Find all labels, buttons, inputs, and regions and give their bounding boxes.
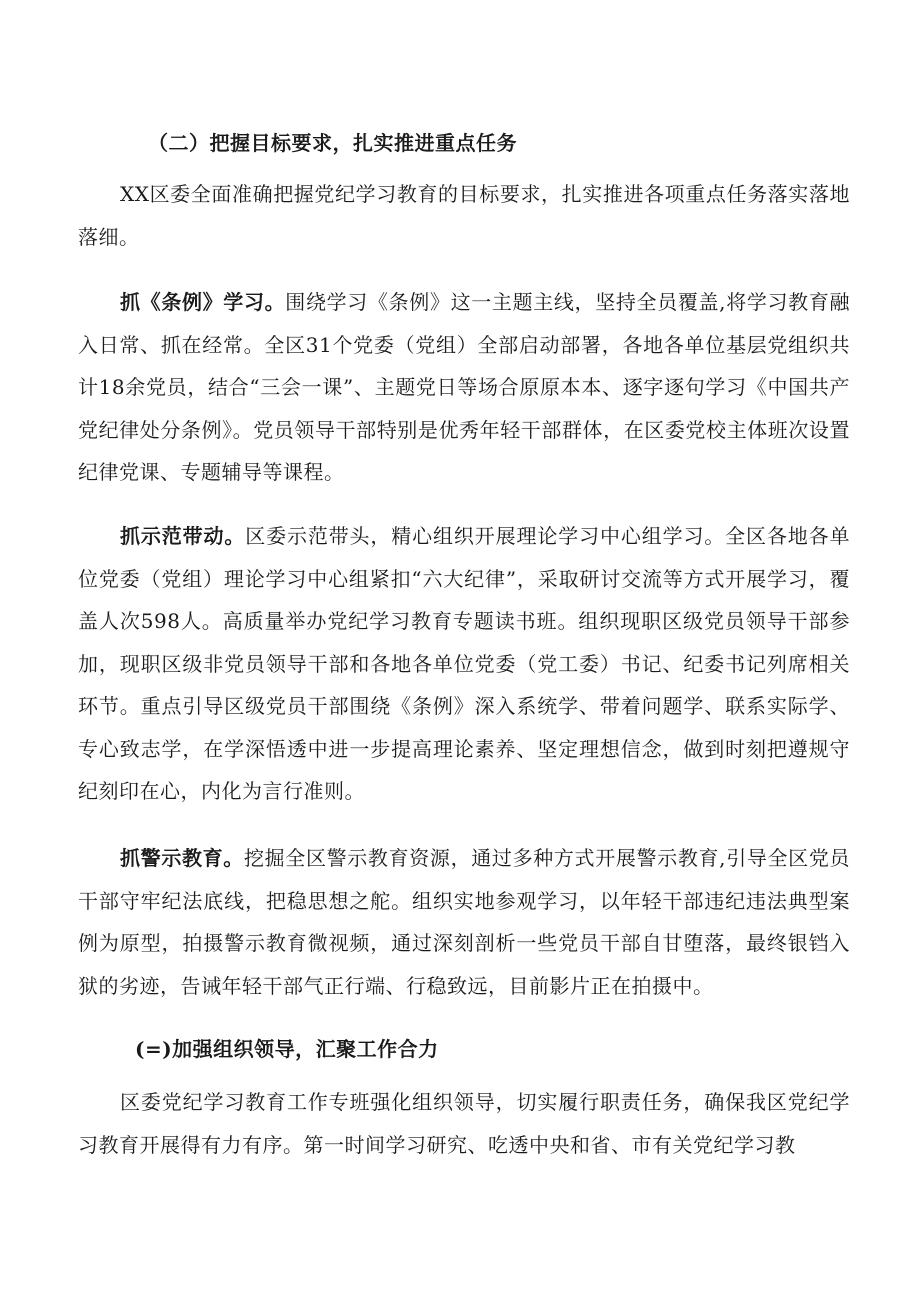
item-study-regulations bbox=[78, 281, 850, 494]
item-study-regulations-lead: 抓《条例》学习。 bbox=[120, 290, 286, 314]
section-2-intro: XX区委全面准确把握党纪学习教育的目标要求，扎实推进各项重点任务落实落地落细。 bbox=[78, 182, 850, 249]
item-warning-education-lead: 抓警示教育。 bbox=[120, 846, 244, 870]
section-2-heading: （二）把握目标要求，扎实推进重点任务 bbox=[148, 131, 517, 155]
section-3-heading: (=)加强组织领导，汇聚工作合力 bbox=[135, 1037, 439, 1061]
item-warning-education-text: 挖掘全区警示教育资源，通过多种方式开展警示教育,引导全区党员干部守牢纪法底线，把稳思想之舵。组织实地参观学习，以年轻干部违纪违法典型案例为原型，拍摄警示教育微视频，通过深刻剖析一些党员干部自甘堕落，最终银铛入狱的劣迹，告诫年轻干部气正行端、行稳致远，目前影片正在拍摄中。 bbox=[78, 846, 850, 998]
item-warning-education bbox=[78, 837, 850, 1007]
section-3-intro: 区委党纪学习教育工作专班强化组织领导，切实履行职责任务，确保我区党纪学习教育开展得有力有序。第一时间学习研究、吃透中央和省、市有关党纪学习教 bbox=[78, 1090, 850, 1157]
item-exemplary-leadership-lead: 抓示范带动。 bbox=[120, 524, 246, 548]
item-exemplary-leadership-text: 区委示范带头，精心组织开展理论学习中心组学习。全区各地各单位党委（党组）理论学习中心组紧扣“六大纪律”，采取研讨交流等方式开展学习，覆盖人次598人。高质量举办党纪学习教育专题读书班。组织现职区级党员领导干部参加，现职区级非党员领导干部和各地各单位党委（党工委）书记、纪委书记列席相关环节。重点引导区级党员干部围绕《条例》深入系统学、带着问题学、联系实际学、专心致志学，在学深悟透中进一步提高理论素养、坚定理想信念，做到时刻把遵规守纪刻印在心，内化为言行准则。 bbox=[78, 524, 851, 803]
item-study-regulations-text: 围绕学习《条例》这一主题主线，坚持全员覆盖,将学习教育融入日常、抓在经常。全区31个党委（党组）全部启动部署，各地各单位基层党组织共计18余党员，结合“三会一课”、主题党日等场合原原本本、逐字逐句学习《中国共产党纪律处分条例》。党员领导干部特别是优秀年轻干部群体，在区委党校主体班次设置纪律党课、专题辅导等课程。 bbox=[78, 290, 851, 484]
item-exemplary-leadership bbox=[78, 515, 850, 813]
